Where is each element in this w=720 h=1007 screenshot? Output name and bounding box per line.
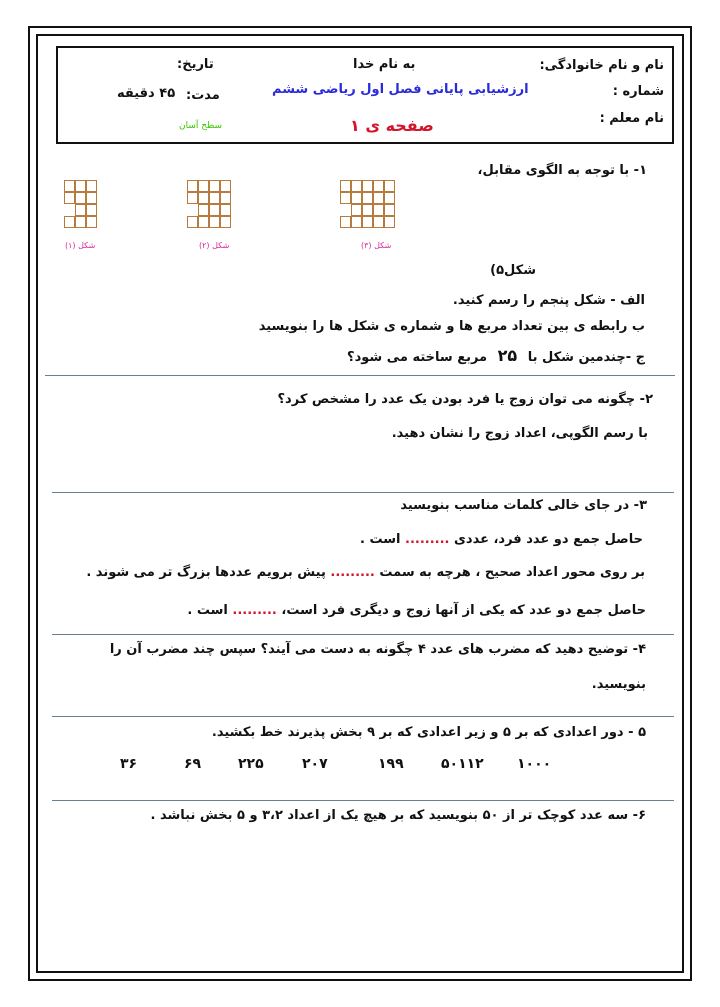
q5-number-5: ۲۲۵ — [238, 756, 264, 772]
q1-part-c-post: مربع ساخته می شود؟ — [347, 350, 488, 365]
exam-title: ارزشیابی پایانی فصل اول ریاضی ششم — [272, 82, 529, 97]
q4-line2: بنویسید. — [591, 677, 646, 692]
q2-line2: با رسم الگوپی، اعداد زوج را نشان دهید. — [391, 426, 648, 441]
q5-title: ۵ - دور اعدادی که بر ۵ و زیر اعدادی که بر ۹ بخش پذیرند خط بکشید. — [211, 725, 646, 740]
q4-line1: ۴- توضیح دهید که مضرب های عدد ۴ چگونه به دست می آیند؟ سپس چند مضرب آن را — [109, 642, 646, 657]
q1-part-a: الف - شکل پنجم را رسم کنید. — [452, 293, 645, 308]
q1-part-c-number: ۲۵ — [497, 346, 518, 365]
q3-s3-blank: ......... — [232, 603, 277, 618]
q5-number-7: ۳۶ — [120, 756, 138, 772]
duration-label: مدت: — [186, 88, 220, 103]
q1-part-c-pre: ج -چندمین شکل با — [527, 350, 645, 365]
q3-s2-text: بر روی محور اعداد صحیح ، هرچه به سمت — [379, 565, 645, 580]
divider-1 — [45, 375, 675, 376]
figure-1-label: شکل (۱) — [65, 241, 96, 250]
q3-sentence-3 — [187, 603, 646, 619]
q5-number-6: ۶۹ — [184, 756, 202, 772]
q3-sentence-1 — [360, 532, 643, 548]
figure-3-label: شکل (۳) — [361, 241, 392, 250]
figure-2-label: شکل (۲) — [199, 241, 230, 250]
q3-s1-blank: ......... — [405, 532, 450, 547]
divider-4 — [52, 716, 674, 717]
q1-shape5-label: شکل۵) — [490, 263, 536, 278]
q3-s2-blank: ......... — [330, 565, 375, 580]
number-field-label: شماره : — [612, 84, 664, 99]
q5-number-2: ۵۰۱۱۲ — [441, 756, 484, 772]
page-number-label: صفحه ی ۱ — [350, 116, 434, 135]
q3-s3-end: است . — [187, 603, 228, 618]
q2-title: ۲- چگونه می توان زوج یا فرد بودن یک عدد را مشخص کرد؟ — [277, 392, 653, 407]
duration-value: ۴۵ دقیقه — [117, 86, 176, 101]
q5-number-1: ۱۰۰۰ — [517, 756, 552, 772]
divider-2 — [52, 492, 674, 493]
q5-number-4: ۲۰۷ — [302, 756, 328, 772]
q3-s2-end: پیش برویم عددها بزرگ تر می شوند . — [86, 565, 326, 580]
q3-s1-text: حاصل جمع دو عدد فرد، عددی — [453, 532, 643, 547]
difficulty-level: سطح آسان — [179, 121, 222, 131]
q1-part-b: ب رابطه ی بین تعداد مربع ها و شماره ی شکل ها را بنویسید — [258, 319, 645, 334]
teacher-field-label: نام معلم : — [599, 111, 664, 126]
q5-number-3: ۱۹۹ — [378, 756, 404, 772]
divider-5 — [52, 800, 674, 801]
q3-s1-end: است . — [360, 532, 401, 547]
date-label: تاریخ: — [177, 57, 214, 72]
q6-title: ۶- سه عدد کوچک تر از ۵۰ بنویسید که بر هیچ یک از اعداد ۳،۲ و ۵ بخش نباشد . — [150, 808, 646, 823]
q1-part-c — [347, 346, 645, 366]
bismillah-heading: به نام خدا — [353, 57, 416, 72]
q3-s3-text: حاصل جمع دو عدد که یکی از آنها زوج و دیگری فرد است، — [281, 603, 646, 618]
q3-title: ۳- در جای خالی کلمات مناسب بنویسید — [400, 498, 647, 513]
q1-title: ۱- با توجه به الگوی مقابل، — [477, 163, 647, 178]
name-field-label: نام و نام خانوادگی: — [539, 58, 664, 73]
q3-sentence-2 — [86, 565, 645, 581]
divider-3 — [52, 634, 674, 635]
